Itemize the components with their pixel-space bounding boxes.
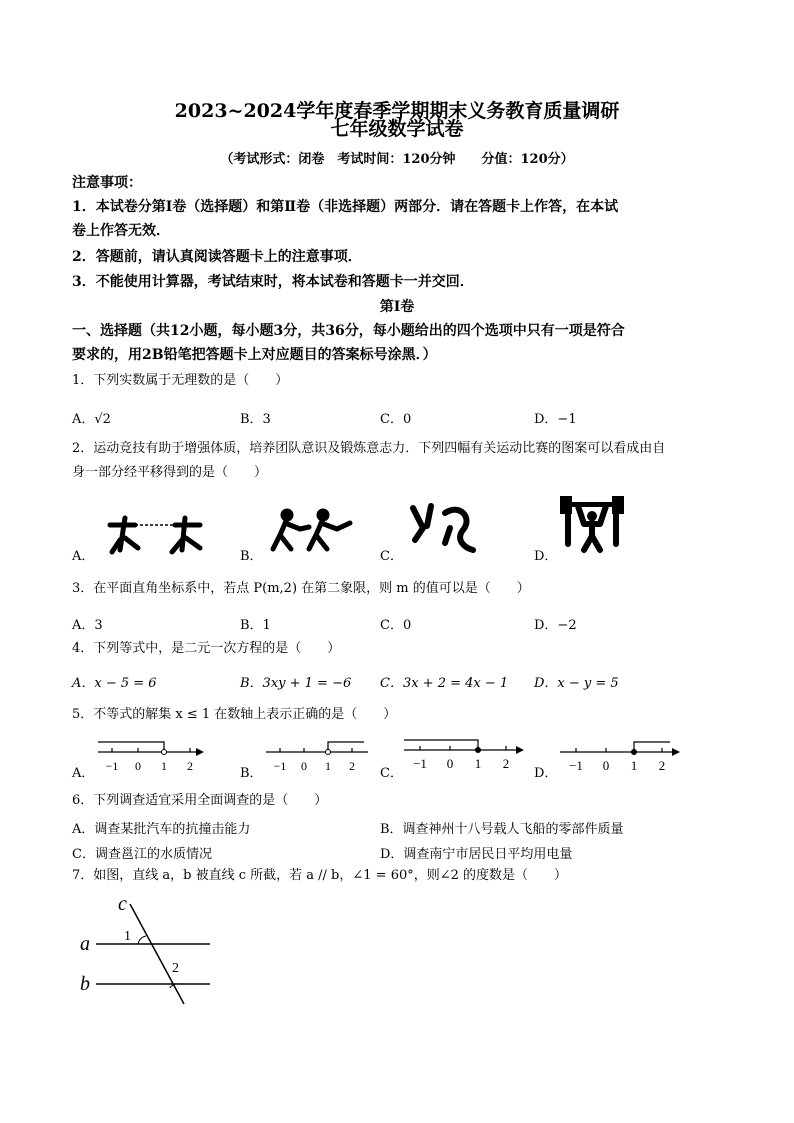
q3-option-a[interactable]: A．3 [72, 618, 103, 633]
tick-label: 1 [325, 759, 331, 773]
q2-stem: 2．运动竞技有助于增强体质，培养团队意识及锻炼意志力．下列四幅有关运动比赛的图案可以看成由自 [72, 441, 666, 456]
tick-label: −1 [273, 759, 287, 773]
angle-1-label: 1 [124, 929, 131, 944]
q2-figure-d-weightlifter [558, 494, 628, 554]
q6-option-d[interactable]: D．调查南宁市居民日平均用电量 [380, 847, 573, 862]
tick-label: 2 [349, 759, 355, 773]
tick-label: −1 [105, 759, 119, 773]
q2-figure-c-gymnast [405, 498, 485, 553]
label-a: a [80, 933, 90, 955]
tick-label: 0 [301, 759, 307, 773]
q3-stem: 3．在平面直角坐标系中，若点 P(m,2) 在第二象限，则 m 的值可以是（ ） [72, 581, 530, 596]
section-intro-cont: 要求的，用2B铅笔把答题卡上对应题目的答案标号涂黑．） [72, 347, 437, 363]
exam-subtitle: 七年级数学试卷 [330, 118, 464, 140]
tick-label: 2 [502, 756, 510, 771]
q4-option-b[interactable]: B．3xy + 1 = −6 [240, 676, 352, 691]
q2-option-b[interactable]: B． [240, 549, 263, 564]
tick-label: −1 [569, 758, 583, 773]
q5-number-line-a [96, 738, 206, 778]
tick-label: 1 [161, 759, 167, 773]
q2-figure-b-wrestlers [265, 505, 360, 555]
q5-number-line-b [264, 738, 374, 778]
tick-label: 1 [630, 758, 638, 773]
q3-option-c[interactable]: C．0 [380, 618, 412, 633]
tick-label: 0 [602, 758, 610, 773]
tick-label: 1 [474, 756, 482, 771]
label-c: c [118, 893, 127, 915]
section-intro: 一、选择题（共12小题，每小题3分，共36分，每小题给出的四个选项中只有一项是符合 [72, 323, 625, 339]
q7-parallel-lines-figure [78, 892, 228, 1012]
q4-option-a[interactable]: A．x − 5 = 6 [72, 676, 157, 691]
q6-option-c[interactable]: C．调查邕江的水质情况 [72, 847, 212, 862]
q6-option-a[interactable]: A．调查某批汽车的抗撞击能力 [72, 822, 251, 837]
q2-figure-a-fencing [100, 510, 210, 560]
exam-info: （考试形式：闭卷 考试时间：120分钟 分值：120分） [220, 152, 574, 167]
section-label: 第Ⅰ卷 [379, 299, 415, 315]
q5-option-b[interactable]: B． [240, 766, 263, 781]
q1-option-d[interactable]: D．−1 [534, 412, 577, 427]
q5-option-c[interactable]: C． [380, 766, 403, 781]
exam-title: 2023~2024学年度春季学期期末义务教育质量调研 [174, 100, 620, 122]
tick-label: 2 [658, 758, 666, 773]
note-3: 3．不能使用计算器，考试结束时，将本试卷和答题卡一并交回． [72, 274, 474, 290]
q1-option-c[interactable]: C．0 [380, 412, 412, 427]
tick-label: 0 [135, 759, 141, 773]
note-1: 1．本试卷分第Ⅰ卷（选择题）和第Ⅱ卷（非选择题）两部分．请在答题卡上作答，在本试 [72, 199, 619, 215]
q7-stem: 7．如图，直线 a，b 被直线 c 所截，若 a // b，∠1 = 60°，则∠2 的度数是（ ） [72, 868, 568, 883]
q1-stem: 1．下列实数属于无理数的是（ ） [72, 373, 289, 388]
label-b: b [80, 973, 90, 995]
q5-stem: 5．不等式的解集 x ≤ 1 在数轴上表示正确的是（ ） [72, 707, 397, 722]
q5-number-line-c [402, 734, 532, 774]
q2-option-c[interactable]: C． [380, 549, 403, 564]
q4-option-c[interactable]: C．3x + 2 = 4x − 1 [380, 676, 509, 691]
q6-stem: 6．下列调查适宜采用全面调查的是（ ） [72, 793, 328, 808]
q4-option-d[interactable]: D．x − y = 5 [534, 676, 619, 691]
q2-stem-cont: 身一部分经平移得到的是（ ） [72, 465, 268, 480]
tick-label: 0 [446, 756, 454, 771]
note-1-cont: 卷上作答无效． [72, 223, 170, 239]
q3-option-d[interactable]: D．−2 [534, 618, 577, 633]
q5-option-d[interactable]: D． [534, 766, 558, 781]
q2-option-d[interactable]: D． [534, 549, 558, 564]
notes-heading: 注意事项： [72, 175, 142, 191]
q1-option-b[interactable]: B．3 [240, 412, 271, 427]
q6-option-b[interactable]: B．调查神州十八号载人飞船的零部件质量 [380, 822, 624, 837]
note-2: 2．答题前，请认真阅读答题卡上的注意事项． [72, 249, 362, 265]
q5-number-line-d [558, 736, 688, 776]
q4-stem: 4．下列等式中，是二元一次方程的是（ ） [72, 641, 341, 656]
q3-option-b[interactable]: B．1 [240, 618, 271, 633]
q5-option-a[interactable]: A． [72, 766, 95, 781]
tick-label: 2 [187, 759, 193, 773]
angle-2-label: 2 [172, 961, 179, 976]
tick-label: −1 [413, 756, 427, 771]
q1-option-a[interactable]: A．√2 [72, 412, 111, 427]
q2-option-a[interactable]: A． [72, 549, 95, 564]
